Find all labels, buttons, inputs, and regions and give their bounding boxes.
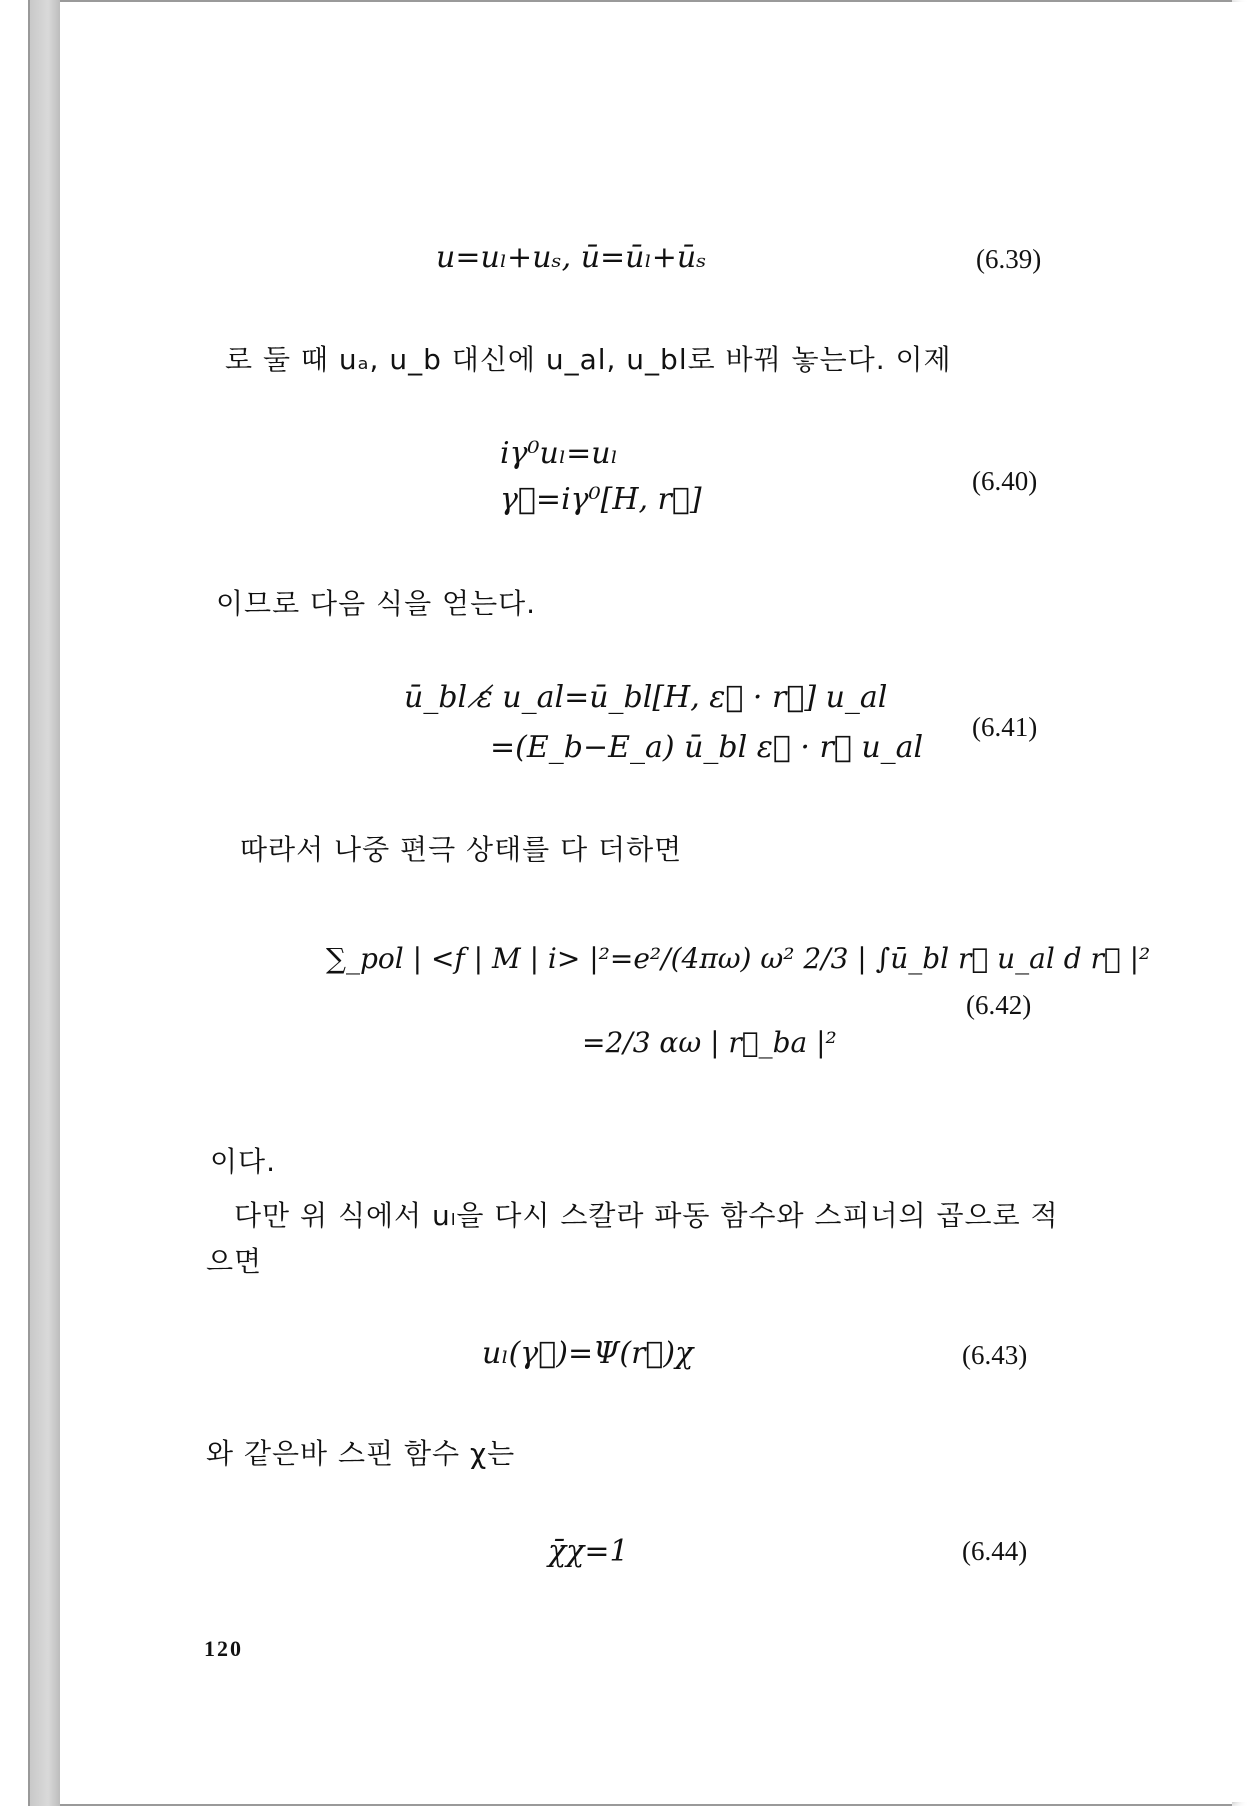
equation-number: (6.42) [966, 990, 1032, 1020]
paragraph-text: 다만 위 식에서 uₗ을 다시 스칼라 파동 함수와 스피너의 곱으로 적 [234, 1199, 1059, 1232]
page-number: 120 [204, 1636, 243, 1661]
equation-6-43: uₗ(γ⃗)=Ψ(r⃗)χ [482, 1336, 694, 1371]
equation-number: (6.43) [962, 1340, 1028, 1370]
paragraph-text: 와 같은바 스핀 함수 χ는 [206, 1437, 516, 1470]
paragraph-text: 로 둘 때 uₐ, u_b 대신에 u_al, u_bl로 바꿔 놓는다. 이제 [225, 343, 952, 376]
paragraph-text: 따라서 나중 편극 상태를 다 더하면 [240, 833, 683, 866]
equation-number: (6.44) [962, 1536, 1028, 1566]
paragraph-text: 이므로 다음 식을 얻는다. [216, 587, 537, 620]
book-spine-edge [30, 0, 61, 1806]
equation-6-44: χ̄χ=1 [548, 1534, 629, 1569]
equation-6-41-line-2: =(E_b−E_a) ū_bl ε⃗ · r⃗ u_al [490, 730, 924, 765]
paragraph-text: 이다. [210, 1145, 276, 1178]
equation-6-40-line-1: iγ⁰uₗ=uₗ [500, 436, 618, 471]
equation-6-39-line: u=uₗ+uₛ, ū=ūₗ+ūₛ [436, 240, 707, 275]
equation-6-41-line-1: ū_bl ɛ̸ u_al=ū_bl[H, ε⃗ · r⃗] u_al [404, 680, 888, 715]
equation-6-42-line-1: ∑_pol | <f | M | i> |²=e²/(4πω) ω² 2/3 | ∫ū_bl r⃗ u_al d r⃗ |² [326, 942, 1151, 975]
paragraph-text: 으면 [206, 1245, 263, 1278]
equation-6-39 [436, 240, 706, 275]
equation-number: (6.41) [972, 712, 1038, 742]
equation-6-40-line-2: γ⃗=iγ⁰[H, r⃗] [500, 482, 702, 517]
page-right-margin [1232, 2, 1258, 1802]
equation-number: (6.39) [976, 244, 1042, 274]
equation-number: (6.40) [972, 466, 1038, 496]
equation-6-42-line-2: =2/3 αω | r⃗_ba |² [582, 1026, 837, 1059]
